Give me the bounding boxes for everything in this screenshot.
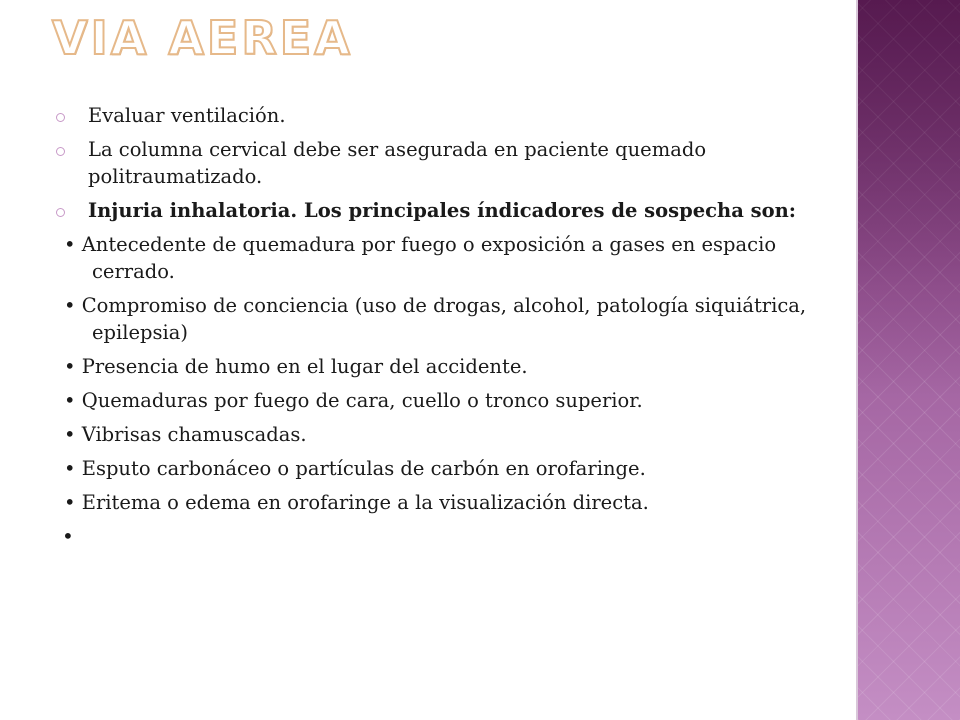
dot-item-text: Antecedente de quemadura por fuego o exposición a gases en espacio cerrado. (81, 233, 777, 283)
dot-bullet: • (64, 355, 82, 378)
dot-list-item (60, 292, 846, 346)
dot-list-item (60, 231, 846, 285)
dot-item-text: Eritema o edema en orofaringe a la visualización directa. (81, 491, 649, 514)
dot-list-item (60, 455, 846, 482)
bullet-text: La columna cervical debe ser asegurada en paciente quemado politraumatizado. (88, 138, 707, 188)
circle-bullet-icon (56, 208, 65, 217)
slide-content (56, 102, 846, 550)
dot-item-text: Compromiso de conciencia (uso de drogas, alcohol, patología siquiátrica, epilepsia) (81, 294, 807, 344)
circle-bullet-icon (56, 147, 65, 156)
dot-bullet: • (64, 457, 82, 480)
dot-item-text: Quemaduras por fuego de cara, cuello o tronco superior. (81, 389, 643, 412)
dot-list-item (60, 421, 846, 448)
decorative-side-panel (858, 0, 960, 720)
dot-item-text: Esputo carbonáceo o partículas de carbón en orofaringe. (81, 457, 646, 480)
dot-list-item (60, 353, 846, 380)
dot-bullet: • (64, 423, 82, 446)
slide-title: VIA AEREA (52, 11, 353, 65)
dot-item-text: Vibrisas chamuscadas. (81, 423, 307, 446)
dot-list-item (60, 489, 846, 516)
empty-dot-list-item (62, 523, 846, 550)
dot-bullet: • (64, 491, 82, 514)
dot-bullet: • (62, 524, 74, 548)
dot-bullet: • (64, 294, 82, 317)
circle-bullet-icon (56, 113, 65, 122)
bullet-text: Evaluar ventilación. (88, 104, 286, 127)
dot-item-text: Presencia de humo en el lugar del accidente. (81, 355, 528, 378)
dot-bullet: • (64, 389, 82, 412)
dot-bullet: • (64, 233, 82, 256)
bullet-item (56, 102, 846, 129)
bullet-item (56, 136, 846, 190)
bullet-text: Injuria inhalatoria. Los principales índicadores de sospecha son: (88, 199, 796, 222)
bullet-item-bold (56, 197, 846, 224)
dot-list-item (60, 387, 846, 414)
